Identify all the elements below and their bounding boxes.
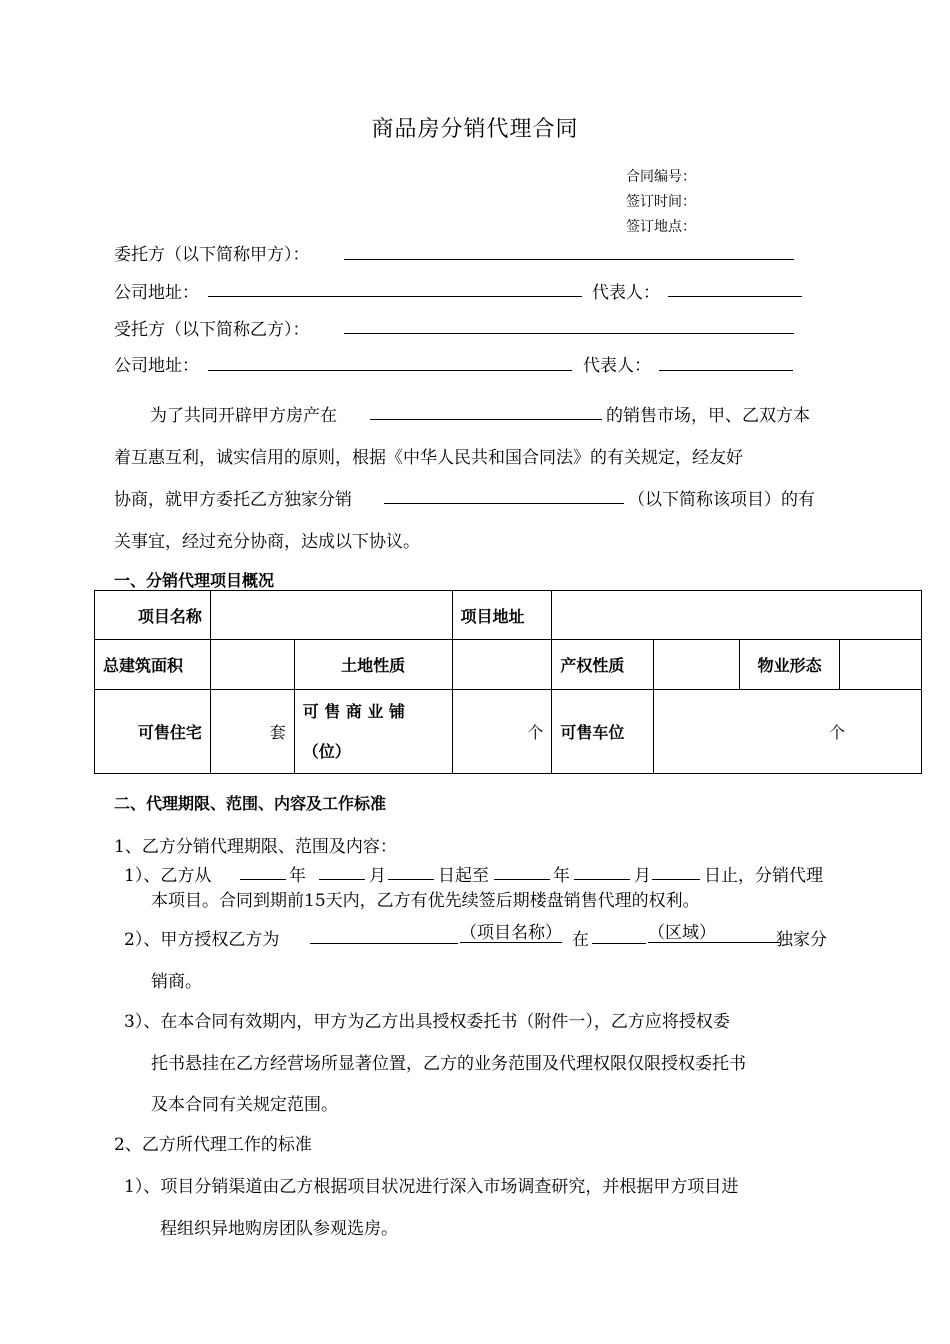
- document-title: 商品房分销代理合同: [371, 117, 579, 142]
- agent-name-line[interactable]: [344, 333, 794, 334]
- p1-e: 年: [553, 866, 570, 886]
- p1-end-year-line[interactable]: [494, 879, 550, 880]
- sale-residential-label: 可售住宅: [95, 690, 211, 774]
- sale-shops-label: [294, 690, 452, 774]
- client-address-label: 公司地址：: [114, 283, 199, 303]
- p2-a: 2）、甲方授权乙方为: [124, 930, 280, 950]
- sale-parking-label: 可售车位: [552, 690, 654, 774]
- section2-item1: 1、乙方分销代理期限、范围及内容：: [114, 837, 397, 857]
- project-name-label: 项目名称: [95, 591, 211, 640]
- p2-line2: 销商。: [151, 972, 202, 992]
- section2-heading: 二、代理期限、范围、内容及工作标准: [114, 794, 387, 813]
- p1-c: 月: [369, 866, 386, 886]
- agent-rep-line[interactable]: [659, 370, 793, 371]
- p1-end-day-line[interactable]: [652, 879, 700, 880]
- property-form-label: 物业形态: [740, 640, 840, 690]
- p1-start-month-line[interactable]: [319, 879, 365, 880]
- q1-line2: 程组织异地购房团队参观选房。: [160, 1219, 398, 1239]
- project-address-label: 项目地址: [452, 591, 552, 640]
- unit-ge-parking: 个: [828, 723, 845, 742]
- agent-rep-label: 代表人：: [583, 356, 651, 376]
- p1-line2: 本项目。合同到期前15天内，乙方有优先续签后期楼盘销售代理的权利。: [151, 891, 700, 911]
- property-nature-cell[interactable]: [654, 640, 740, 690]
- client-label: 委托方（以下简称甲方）：: [114, 245, 310, 265]
- project-name-cell[interactable]: [210, 591, 452, 640]
- contract-number-label: 合同编号：: [626, 169, 696, 185]
- p1-d: 日起至: [438, 866, 489, 886]
- sale-parking-cell[interactable]: [654, 690, 922, 774]
- p1-g: 日止，分销代理: [704, 866, 823, 886]
- sale-shops-label-line2: （位）: [302, 741, 351, 761]
- p2-agent-line[interactable]: [310, 943, 458, 944]
- project-address-cell[interactable]: [552, 591, 922, 640]
- agent-label: 受托方（以下简称乙方）：: [114, 320, 310, 340]
- client-address-line[interactable]: [208, 296, 582, 297]
- p2-region-line-a[interactable]: [592, 943, 646, 944]
- intro-line-3b: （以下简称该项目）的有: [628, 490, 815, 510]
- unit-set: 套: [269, 723, 286, 742]
- section1-heading: 一、分销代理项目概况: [114, 571, 275, 590]
- q1-line1: 1）、项目分销渠道由乙方根据项目状况进行深入市场调查研究，并根据甲方项目进: [124, 1177, 739, 1197]
- project-overview-table: [94, 590, 922, 774]
- total-area-label: 总建筑面积: [95, 640, 211, 690]
- land-nature-cell[interactable]: [452, 640, 552, 690]
- intro-line-3a: 协商，就甲方委托乙方独家分销: [114, 490, 352, 510]
- property-form-cell[interactable]: [840, 640, 922, 690]
- total-area-cell[interactable]: [210, 640, 294, 690]
- p2-e: 独家分: [776, 930, 827, 950]
- client-name-line[interactable]: [344, 259, 794, 260]
- agent-address-label: 公司地址：: [114, 356, 199, 376]
- p1-start-day-line[interactable]: [388, 879, 434, 880]
- intro-line-2: 着互惠互利，诚实信用的原则，根据《中华人民共和国合同法》的有关规定，经友好: [114, 448, 743, 468]
- client-rep-line[interactable]: [668, 296, 802, 297]
- sale-shops-label-line1: 可 售 商 业 铺: [302, 701, 406, 721]
- section2-item2: 2、乙方所代理工作的标准: [114, 1135, 312, 1155]
- sale-shops-cell[interactable]: [452, 690, 552, 774]
- p3-line3: 及本合同有关规定范围。: [151, 1095, 338, 1115]
- p3-line2: 托书悬挂在乙方经营场所显著位置，乙方的业务范围及代理权限仅限授权委托书: [151, 1054, 746, 1074]
- sign-place-label: 签订地点：: [626, 219, 696, 235]
- p1-a: 1）、乙方从: [124, 866, 212, 886]
- intro-project-line[interactable]: [384, 503, 624, 504]
- p1-end-month-line[interactable]: [574, 879, 630, 880]
- intro-location-line[interactable]: [370, 419, 602, 420]
- sign-time-label: 签订时间：: [626, 194, 696, 210]
- intro-line-1a: 为了共同开辟甲方房产在: [150, 406, 337, 426]
- client-rep-label: 代表人：: [592, 283, 660, 303]
- unit-ge-shops: 个: [527, 723, 544, 742]
- intro-line-1b: 的销售市场，甲、乙双方本: [606, 406, 810, 426]
- p1-f: 月: [634, 866, 651, 886]
- p1-b: 年: [289, 866, 306, 886]
- property-nature-label: 产权性质: [552, 640, 654, 690]
- agent-address-line[interactable]: [208, 370, 572, 371]
- p2-d: （区域）: [648, 925, 780, 943]
- sale-residential-cell[interactable]: [210, 690, 294, 774]
- p3-line1: 3）、在本合同有效期内，甲方为乙方出具授权委托书（附件一），乙方应将授权委: [124, 1012, 730, 1032]
- p2-c: 在: [572, 930, 589, 950]
- p1-start-year-line[interactable]: [240, 879, 286, 880]
- p2-b: （项目名称）: [460, 923, 562, 943]
- land-nature-label: 土地性质: [294, 640, 452, 690]
- intro-line-4: 关事宜，经过充分协商，达成以下协议。: [114, 532, 420, 552]
